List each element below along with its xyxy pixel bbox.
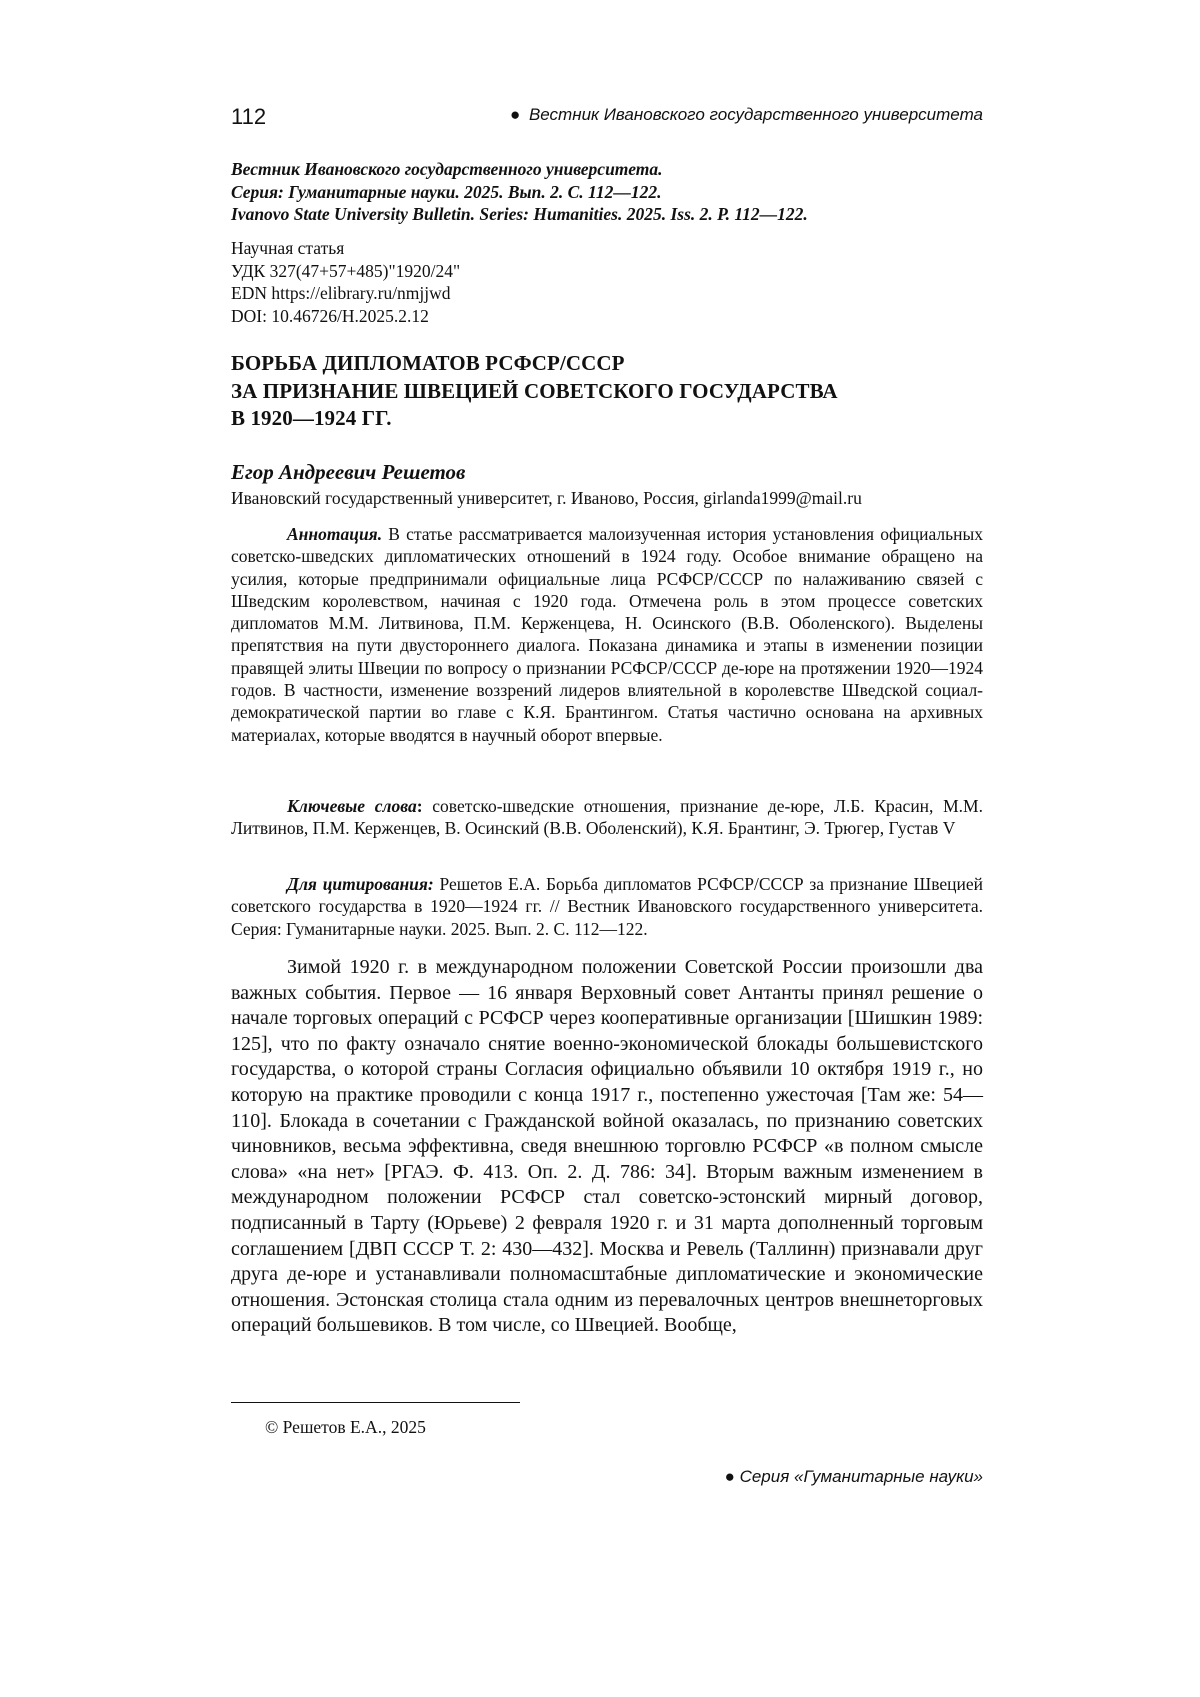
- page-number: 112: [231, 104, 266, 130]
- series-name: Серия «Гуманитарные науки»: [740, 1467, 983, 1486]
- edn-link[interactable]: EDN https://elibrary.ru/nmjjwd: [231, 282, 983, 305]
- title-line-1: БОРЬБА ДИПЛОМАТОВ РСФСР/СССР: [231, 350, 983, 378]
- citation-line-2: Серия: Гуманитарные науки. 2025. Вып. 2. С. 112—122.: [231, 181, 983, 204]
- citation-line-3: Ivanovo State University Bulletin. Series: Humanities. 2025. Iss. 2. P. 112—122.: [231, 203, 983, 226]
- abstract: [231, 523, 983, 746]
- keywords-colon: :: [417, 796, 423, 816]
- how-to-cite-label: Для цитирования:: [287, 874, 434, 894]
- running-foot: [725, 1467, 983, 1487]
- journal-page: [0, 0, 1200, 1697]
- citation-line-1: Вестник Ивановского государственного университета.: [231, 158, 983, 181]
- footnote-divider: [231, 1402, 520, 1403]
- citation-block: [231, 158, 983, 226]
- keywords-label: Ключевые слова: [287, 796, 417, 816]
- copyright-footnote: © Решетов Е.А., 2025: [265, 1417, 426, 1438]
- keywords: [231, 795, 983, 840]
- udk-code: УДК 327(47+57+485)"1920/24": [231, 260, 983, 283]
- journal-name: Вестник Ивановского государственного университета: [529, 105, 983, 124]
- title-line-2: ЗА ПРИЗНАНИЕ ШВЕЦИЕЙ СОВЕТСКОГО ГОСУДАРСТВА: [231, 378, 983, 406]
- article-meta: [231, 237, 983, 327]
- bullet-icon: ●: [510, 105, 520, 124]
- how-to-cite: [231, 873, 983, 940]
- running-head: [231, 100, 983, 132]
- author-name: Егор Андреевич Решетов: [231, 459, 983, 485]
- journal-running-title: [510, 105, 983, 125]
- body-paragraph: Зимой 1920 г. в международном положении Советской России произошли два важных события. Первое — 16 января Верховный совет Антанты принял решение о начале торговых операций с РСФСР через кооперативные организации [Шишкин 1989: 125], что по факту означало снятие военно-экономической блокады большевистского государства, о которой страны Согласия официально объявили 10 октября 1919 г., но которую на практике проводили с конца 1917 г., постепенно ужесточая [Там же: 54—110]. Блокада в сочетании с Гражданской войной оказалась, по признанию советских чиновников, весьма эффективна, сведя внешнюю торговлю РСФСР «в полном смысле слова» «на нет» [РГАЭ. Ф. 413. Оп. 2. Д. 786: 34]. Вторым важным изменением в международном положении РСФСР стал советско-эстонский мирный договор, подписанный в Тарту (Юрьеве) 2 февраля 1920 г. и 31 марта дополненный торговым соглашением [ДВП СССР Т. 2: 430—432]. Москва и Ревель (Таллинн) признавали друг друга де-юре и устанавливали полномасштабные дипломатические и экономические отношения. Эстонская столица стала одним из перевалочных центров внешнеторговых операций большевиков. В том числе, со Швецией. Вообще,: [231, 955, 983, 1339]
- abstract-label: Аннотация.: [287, 524, 382, 544]
- keywords-text: советско-шведские отношения, признание де-юре, Л.Б. Красин, М.М. Литвинов, П.М. Керженцев, В. Осинский (В.В. Оболенский), К.Я. Брантинг, Э. Трюгер, Густав V: [231, 796, 983, 838]
- author-affiliation: Ивановский государственный университет, г. Иваново, Россия, girlanda1999@mail.ru: [231, 487, 983, 510]
- article-type: Научная статья: [231, 237, 983, 260]
- doi-link[interactable]: DOI: 10.46726/H.2025.2.12: [231, 305, 983, 328]
- how-to-cite-text: Решетов Е.А. Борьба дипломатов РСФСР/СССР за признание Швецией советского государства в 1920—1924 гг. // Вестник Ивановского государственного университета. Серия: Гуманитарные науки. 2025. Вып. 2. С. 112—122.: [231, 874, 983, 939]
- abstract-text: В статье рассматривается малоизученная история установления официальных советско-шведских дипломатических отношений в 1924 году. Особое внимание обращено на усилия, которые предпринимали официальные лица РСФСР/СССР по налаживанию связей с Шведским королевством, начиная с 1920 года. Отмечена роль в этом процессе советских дипломатов М.М. Литвинова, П.М. Керженцева, Н. Осинского (В.В. Оболенского). Выделены препятствия на пути двустороннего диалога. Показана динамика и этапы в изменении позиции правящей элиты Швеции по вопросу о признании РСФСР/СССР де-юре на протяжении 1920—1924 годов. В частности, изменение воззрений лидеров влиятельной в королевстве Шведской социал-демократической партии во главе с К.Я. Брантингом. Статья частично основана на архивных материалах, которые вводятся в научный оборот впервые.: [231, 524, 983, 745]
- title-line-3: В 1920—1924 ГГ.: [231, 405, 983, 433]
- footer-bullet-icon: ●: [725, 1467, 735, 1486]
- article-title: [231, 350, 983, 433]
